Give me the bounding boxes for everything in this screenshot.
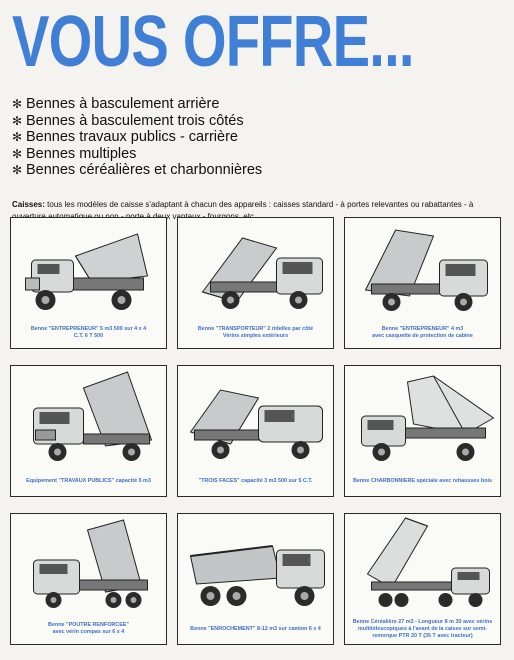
asterisk-icon: ✻ (12, 97, 23, 111)
feature-list (12, 96, 262, 179)
tipper-truck-photo (13, 516, 164, 612)
tipper-truck-photo (180, 368, 331, 464)
tipper-truck-photo (347, 516, 498, 612)
card-caption: Benne "ENTREPRENEUR" 4 m3 avec casquette de protection de cabine (372, 326, 473, 339)
product-card (344, 217, 501, 349)
asterisk-icon: ✻ (12, 146, 23, 161)
card-caption: "TROIS FACES" capacité 3 m3 500 sur 5 C.T. (198, 477, 313, 484)
tipper-truck-photo (13, 368, 164, 464)
asterisk-icon: ✻ (12, 113, 23, 128)
feature-label: Bennes à basculement trois côtés (26, 112, 244, 129)
tipper-truck-photo (180, 516, 331, 612)
feature-label: Bennes céréalières et charbonnières (26, 162, 263, 178)
tipper-truck-photo (347, 368, 498, 464)
card-caption: Benne CHARBONNIERE spéciale avec rehausses bois (352, 477, 492, 484)
page-title: VOUS OFFRE... (12, 2, 414, 82)
product-card (10, 365, 167, 497)
feature-item (12, 162, 262, 179)
product-card (177, 217, 334, 349)
card-caption: Benne "POUTRE RENFORCEE" avec vérin compas sur 6 x 4 (48, 622, 129, 635)
tipper-truck-photo (13, 220, 164, 316)
card-caption: Equipement "TRAVAUX PUBLICS" capacité 5 m3 (26, 477, 151, 484)
feature-label: Bennes multiples (26, 145, 137, 162)
feature-item (12, 129, 262, 146)
tipper-truck-photo (180, 220, 331, 316)
card-caption: Benne "TRANSPORTEUR" 2 ridelles par côté Vérins simples extérieurs (197, 326, 314, 339)
asterisk-icon: ✻ (12, 163, 23, 177)
tipper-truck-photo (347, 220, 498, 316)
feature-label: Bennes à basculement arrière (26, 96, 220, 112)
card-caption: Benne "ENTREPRENEUR" 5 m3 500 sur 4 x 4 C.T. 6 T 500 (30, 326, 147, 339)
feature-item (12, 96, 262, 113)
feature-item (12, 146, 262, 163)
caisses-label: Caisses: (12, 200, 45, 209)
feature-item (12, 113, 262, 130)
card-caption: Benne Céréalière 27 m3 - Longueur 8 m 30 avec vérins multitélescopiques à l'avant de la caisse sur semi-remorque PTR 20 T (35 T avec tracteur) (352, 618, 493, 639)
asterisk-icon: ✻ (12, 130, 23, 144)
product-card (344, 365, 501, 497)
product-card (177, 365, 334, 497)
product-card (344, 513, 501, 645)
feature-label: Bennes travaux publics - carrière (26, 129, 238, 145)
caisses-text: tous les modèles de caisse s'adaptant à chacun des appareils : caisses standard - à portes relevantes ou rabattantes - à (47, 200, 474, 209)
card-caption: Benne "ENROCHEMENT" 8-12 m3 sur camion 6 x 4 (190, 625, 321, 632)
product-card (10, 513, 167, 645)
product-card (177, 513, 334, 645)
product-card (10, 217, 167, 349)
